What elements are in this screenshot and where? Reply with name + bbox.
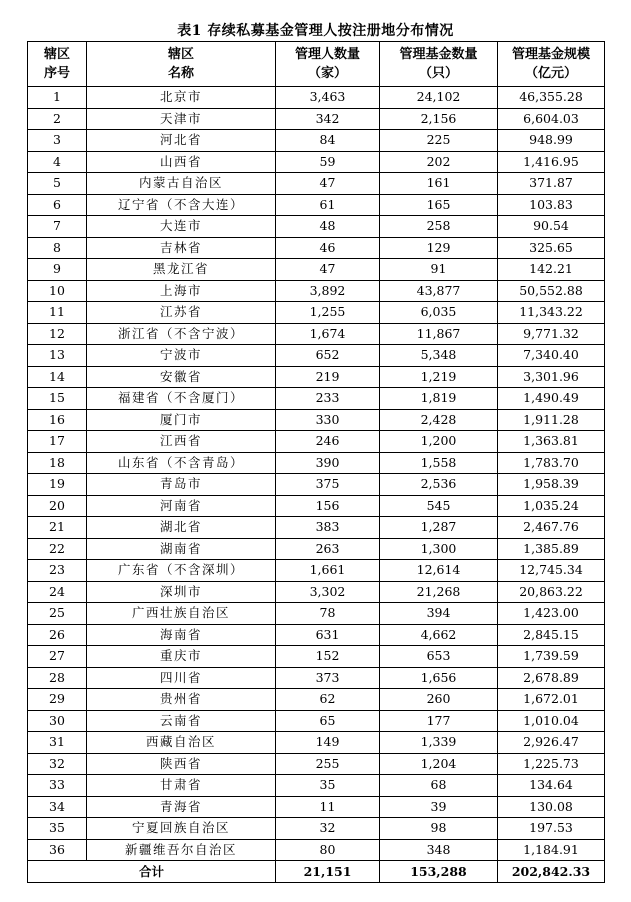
cell-funds: 43,877 [380, 280, 498, 302]
cell-funds: 2,428 [380, 409, 498, 431]
cell-seq: 3 [28, 130, 87, 152]
cell-funds: 1,339 [380, 732, 498, 754]
cell-scale: 1,911.28 [498, 409, 605, 431]
cell-funds: 1,558 [380, 452, 498, 474]
cell-scale: 3,301.96 [498, 366, 605, 388]
cell-seq: 25 [28, 603, 87, 625]
cell-region: 山西省 [87, 151, 276, 173]
cell-funds: 260 [380, 689, 498, 711]
cell-scale: 2,926.47 [498, 732, 605, 754]
cell-seq: 1 [28, 87, 87, 109]
cell-managers: 373 [276, 667, 380, 689]
cell-funds: 68 [380, 775, 498, 797]
total-row [28, 861, 605, 883]
header-managers [276, 42, 380, 87]
header-scale-line2: （亿元） [524, 66, 577, 81]
cell-managers: 65 [276, 710, 380, 732]
cell-scale: 1,385.89 [498, 538, 605, 560]
cell-region: 厦门市 [87, 409, 276, 431]
table-row [28, 560, 605, 582]
header-scale [498, 42, 605, 87]
cell-funds: 5,348 [380, 345, 498, 367]
header-region [87, 42, 276, 87]
cell-seq: 27 [28, 646, 87, 668]
cell-managers: 263 [276, 538, 380, 560]
header-managers-line1: 管理人数量 [294, 47, 360, 62]
table-row [28, 366, 605, 388]
table-row [28, 517, 605, 539]
cell-region: 吉林省 [87, 237, 276, 259]
cell-managers: 46 [276, 237, 380, 259]
cell-seq: 21 [28, 517, 87, 539]
cell-region: 福建省（不含厦门） [87, 388, 276, 410]
cell-region: 天津市 [87, 108, 276, 130]
cell-region: 辽宁省（不含大连） [87, 194, 276, 216]
header-funds [380, 42, 498, 87]
cell-scale: 948.99 [498, 130, 605, 152]
cell-managers: 1,255 [276, 302, 380, 324]
cell-region: 河南省 [87, 495, 276, 517]
cell-managers: 156 [276, 495, 380, 517]
cell-region: 安徽省 [87, 366, 276, 388]
cell-scale: 1,672.01 [498, 689, 605, 711]
cell-managers: 48 [276, 216, 380, 238]
cell-funds: 161 [380, 173, 498, 195]
cell-managers: 233 [276, 388, 380, 410]
cell-seq: 6 [28, 194, 87, 216]
cell-seq: 12 [28, 323, 87, 345]
cell-managers: 61 [276, 194, 380, 216]
cell-region: 江西省 [87, 431, 276, 453]
table-row [28, 818, 605, 840]
table-row [28, 108, 605, 130]
cell-seq: 4 [28, 151, 87, 173]
cell-seq: 28 [28, 667, 87, 689]
cell-seq: 15 [28, 388, 87, 410]
table-row [28, 796, 605, 818]
table-row [28, 87, 605, 109]
cell-managers: 78 [276, 603, 380, 625]
cell-managers: 342 [276, 108, 380, 130]
cell-managers: 62 [276, 689, 380, 711]
cell-region: 浙江省（不含宁波） [87, 323, 276, 345]
cell-managers: 219 [276, 366, 380, 388]
cell-region: 北京市 [87, 87, 276, 109]
cell-scale: 1,035.24 [498, 495, 605, 517]
cell-managers: 1,674 [276, 323, 380, 345]
cell-funds: 2,156 [380, 108, 498, 130]
cell-managers: 35 [276, 775, 380, 797]
cell-funds: 4,662 [380, 624, 498, 646]
cell-scale: 9,771.32 [498, 323, 605, 345]
table-row [28, 624, 605, 646]
cell-managers: 3,302 [276, 581, 380, 603]
total-funds: 153,288 [380, 861, 498, 883]
table-row [28, 151, 605, 173]
table-row [28, 259, 605, 281]
cell-region: 湖南省 [87, 538, 276, 560]
table-row [28, 194, 605, 216]
cell-managers: 330 [276, 409, 380, 431]
total-label: 合计 [28, 861, 276, 883]
cell-funds: 258 [380, 216, 498, 238]
cell-funds: 12,614 [380, 560, 498, 582]
cell-managers: 1,661 [276, 560, 380, 582]
cell-scale: 2,845.15 [498, 624, 605, 646]
cell-scale: 103.83 [498, 194, 605, 216]
header-seq-line1: 辖区 [43, 47, 70, 62]
cell-seq: 24 [28, 581, 87, 603]
cell-funds: 202 [380, 151, 498, 173]
cell-managers: 47 [276, 259, 380, 281]
cell-scale: 90.54 [498, 216, 605, 238]
table-row [28, 689, 605, 711]
cell-region: 青海省 [87, 796, 276, 818]
table-row [28, 302, 605, 324]
cell-funds: 91 [380, 259, 498, 281]
cell-funds: 6,035 [380, 302, 498, 324]
cell-seq: 23 [28, 560, 87, 582]
table-row [28, 839, 605, 861]
cell-scale: 12,745.34 [498, 560, 605, 582]
cell-seq: 13 [28, 345, 87, 367]
cell-scale: 6,604.03 [498, 108, 605, 130]
cell-managers: 631 [276, 624, 380, 646]
cell-funds: 1,819 [380, 388, 498, 410]
cell-region: 青岛市 [87, 474, 276, 496]
cell-funds: 1,200 [380, 431, 498, 453]
header-seq-line2: 序号 [43, 66, 70, 81]
table-row [28, 538, 605, 560]
cell-region: 新疆维吾尔自治区 [87, 839, 276, 861]
cell-seq: 19 [28, 474, 87, 496]
table-row [28, 409, 605, 431]
cell-seq: 10 [28, 280, 87, 302]
cell-region: 深圳市 [87, 581, 276, 603]
cell-seq: 18 [28, 452, 87, 474]
cell-seq: 14 [28, 366, 87, 388]
table-row [28, 474, 605, 496]
cell-region: 陕西省 [87, 753, 276, 775]
cell-managers: 3,892 [276, 280, 380, 302]
table-row [28, 775, 605, 797]
cell-managers: 255 [276, 753, 380, 775]
cell-managers: 149 [276, 732, 380, 754]
table-row [28, 280, 605, 302]
cell-seq: 9 [28, 259, 87, 281]
total-scale: 202,842.33 [498, 861, 605, 883]
cell-funds: 1,300 [380, 538, 498, 560]
cell-seq: 30 [28, 710, 87, 732]
cell-region: 山东省（不含青岛） [87, 452, 276, 474]
cell-scale: 46,355.28 [498, 87, 605, 109]
table-row [28, 388, 605, 410]
cell-funds: 21,268 [380, 581, 498, 603]
cell-seq: 5 [28, 173, 87, 195]
cell-managers: 246 [276, 431, 380, 453]
cell-region: 江苏省 [87, 302, 276, 324]
cell-seq: 31 [28, 732, 87, 754]
cell-region: 大连市 [87, 216, 276, 238]
cell-seq: 33 [28, 775, 87, 797]
cell-region: 湖北省 [87, 517, 276, 539]
cell-scale: 1,225.73 [498, 753, 605, 775]
cell-funds: 98 [380, 818, 498, 840]
region-distribution-table [27, 41, 605, 883]
cell-scale: 1,363.81 [498, 431, 605, 453]
header-region-line2: 名称 [167, 66, 194, 81]
cell-scale: 325.65 [498, 237, 605, 259]
cell-region: 四川省 [87, 667, 276, 689]
cell-region: 甘肃省 [87, 775, 276, 797]
cell-scale: 2,678.89 [498, 667, 605, 689]
cell-managers: 383 [276, 517, 380, 539]
cell-scale: 134.64 [498, 775, 605, 797]
cell-seq: 16 [28, 409, 87, 431]
cell-seq: 7 [28, 216, 87, 238]
cell-seq: 20 [28, 495, 87, 517]
header-region-line1: 辖区 [167, 47, 194, 62]
cell-scale: 1,739.59 [498, 646, 605, 668]
table-row [28, 581, 605, 603]
cell-seq: 11 [28, 302, 87, 324]
table-row [28, 173, 605, 195]
cell-funds: 1,656 [380, 667, 498, 689]
cell-scale: 1,958.39 [498, 474, 605, 496]
cell-funds: 225 [380, 130, 498, 152]
table-row [28, 237, 605, 259]
cell-funds: 394 [380, 603, 498, 625]
cell-seq: 2 [28, 108, 87, 130]
header-funds-line2: （只） [418, 66, 458, 81]
cell-region: 云南省 [87, 710, 276, 732]
cell-funds: 2,536 [380, 474, 498, 496]
table-row [28, 667, 605, 689]
cell-managers: 59 [276, 151, 380, 173]
cell-seq: 29 [28, 689, 87, 711]
cell-region: 海南省 [87, 624, 276, 646]
cell-managers: 152 [276, 646, 380, 668]
table-row [28, 431, 605, 453]
header-scale-line1: 管理基金规模 [511, 47, 590, 62]
cell-funds: 165 [380, 194, 498, 216]
cell-region: 贵州省 [87, 689, 276, 711]
cell-region: 黑龙江省 [87, 259, 276, 281]
cell-seq: 35 [28, 818, 87, 840]
cell-seq: 36 [28, 839, 87, 861]
cell-funds: 348 [380, 839, 498, 861]
cell-funds: 653 [380, 646, 498, 668]
cell-funds: 11,867 [380, 323, 498, 345]
cell-region: 内蒙古自治区 [87, 173, 276, 195]
cell-scale: 1,416.95 [498, 151, 605, 173]
cell-managers: 390 [276, 452, 380, 474]
cell-region: 广东省（不含深圳） [87, 560, 276, 582]
cell-scale: 1,010.04 [498, 710, 605, 732]
cell-managers: 11 [276, 796, 380, 818]
table-row [28, 732, 605, 754]
cell-region: 西藏自治区 [87, 732, 276, 754]
cell-scale: 1,783.70 [498, 452, 605, 474]
cell-region: 广西壮族自治区 [87, 603, 276, 625]
cell-scale: 11,343.22 [498, 302, 605, 324]
cell-region: 河北省 [87, 130, 276, 152]
header-seq [28, 42, 87, 87]
cell-funds: 24,102 [380, 87, 498, 109]
cell-funds: 545 [380, 495, 498, 517]
cell-seq: 8 [28, 237, 87, 259]
cell-seq: 17 [28, 431, 87, 453]
cell-scale: 130.08 [498, 796, 605, 818]
total-managers: 21,151 [276, 861, 380, 883]
cell-seq: 26 [28, 624, 87, 646]
cell-managers: 47 [276, 173, 380, 195]
cell-funds: 129 [380, 237, 498, 259]
table-row [28, 603, 605, 625]
table-row [28, 130, 605, 152]
cell-seq: 34 [28, 796, 87, 818]
cell-region: 宁波市 [87, 345, 276, 367]
table-row [28, 495, 605, 517]
cell-scale: 371.87 [498, 173, 605, 195]
cell-managers: 84 [276, 130, 380, 152]
cell-scale: 142.21 [498, 259, 605, 281]
cell-scale: 197.53 [498, 818, 605, 840]
cell-region: 宁夏回族自治区 [87, 818, 276, 840]
cell-scale: 50,552.88 [498, 280, 605, 302]
cell-managers: 375 [276, 474, 380, 496]
table-title: 表1 存续私募基金管理人按注册地分布情况 [177, 23, 454, 39]
table-row [28, 753, 605, 775]
header-row [28, 42, 605, 87]
table-row [28, 710, 605, 732]
cell-scale: 20,863.22 [498, 581, 605, 603]
cell-scale: 2,467.76 [498, 517, 605, 539]
cell-funds: 39 [380, 796, 498, 818]
table-row [28, 216, 605, 238]
cell-managers: 3,463 [276, 87, 380, 109]
table-row [28, 646, 605, 668]
cell-seq: 22 [28, 538, 87, 560]
cell-funds: 1,204 [380, 753, 498, 775]
header-funds-line1: 管理基金数量 [399, 47, 478, 62]
cell-scale: 1,184.91 [498, 839, 605, 861]
table-row [28, 323, 605, 345]
cell-managers: 32 [276, 818, 380, 840]
cell-managers: 652 [276, 345, 380, 367]
table-body [28, 87, 605, 861]
cell-scale: 7,340.40 [498, 345, 605, 367]
header-managers-line2: （家） [307, 66, 347, 81]
table-row [28, 345, 605, 367]
cell-funds: 177 [380, 710, 498, 732]
cell-region: 上海市 [87, 280, 276, 302]
cell-seq: 32 [28, 753, 87, 775]
cell-region: 重庆市 [87, 646, 276, 668]
cell-funds: 1,219 [380, 366, 498, 388]
cell-managers: 80 [276, 839, 380, 861]
cell-scale: 1,423.00 [498, 603, 605, 625]
cell-scale: 1,490.49 [498, 388, 605, 410]
table-row [28, 452, 605, 474]
cell-funds: 1,287 [380, 517, 498, 539]
